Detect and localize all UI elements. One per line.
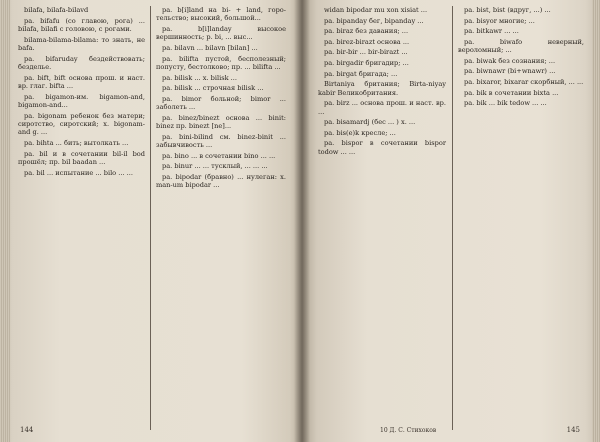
dictionary-entry: ра. bifaruday бездействовать; безделье. (18, 54, 145, 71)
dictionary-entry: ра. birgat бригада; ... (324, 69, 398, 78)
dictionary-entry: ра. bisamardj (бес ... ) х. ... (324, 118, 416, 127)
dictionary-entry: ра. bipodar (бравно) ... нулеган: х. man-um bipodar ... (156, 172, 286, 190)
dictionary-entry: ра. b[i]landay высокое вершинность; р. bi, ... выс... (156, 25, 286, 42)
right-page-column-2 (458, 6, 584, 110)
dictionary-entry: ра. binur ... ... тусклый, ... ... ... (162, 162, 268, 171)
dictionary-entry: ра. bis(e)k кресле; ... (324, 128, 396, 137)
dictionary-entry: ра. bipanday бег, bipanday ... (324, 16, 424, 25)
dictionary-entry: ра. bigonam ребенок без матери; сиротство, сиротский; х. bigonam-and g. ... (18, 111, 145, 137)
dictionary-entry: ра. biraz без давания; ... (324, 27, 409, 36)
column-divider (452, 6, 453, 430)
dictionary-entry: ра. binez/binezt основа ... binit: binez пр. binezt [ne]... (156, 113, 286, 131)
dictionary-entry: ра. bini-bilind см. binez-binit ... забывчивость ... (156, 132, 286, 150)
dictionary-entry: ра. birez-birazt основа ... (324, 37, 410, 46)
right-page (302, 0, 600, 442)
left-page-edge (0, 0, 10, 442)
dictionary-entry: bilafa, bilafa-bilavd (24, 6, 89, 14)
dictionary-entry: ра. bispor в сочетании bispor todow ... ... (318, 139, 446, 156)
dictionary-entry: ра. birz ... основа прош. и наст. вр. ... (318, 99, 446, 116)
dictionary-entry: bilama-bilama-bilama: то знать, не bafa. (18, 35, 145, 52)
book-gutter (294, 0, 310, 442)
dictionary-entry: Birtaniya британия; Birta-niyay kabir Великобритания. (318, 80, 446, 97)
page-number-left: 144 (20, 426, 34, 434)
right-page-column-1 (318, 6, 446, 158)
dictionary-entry: ра. bihta ... бить; вытолкать ... (24, 139, 129, 147)
dictionary-entry: ра. bik в сочетании bixta ... (464, 88, 559, 97)
column-divider (150, 6, 151, 430)
dictionary-entry: ра. bitkawr ... ... (464, 27, 519, 36)
dictionary-entry: ра. bilisk ... строчная bilisk ... (162, 84, 264, 93)
dictionary-entry: ра. bilavn ... bilavn [bilan] ... (162, 44, 258, 52)
dictionary-entry: ра. bifafu (со главою, рога) ... bilafa, bilafi с головою, с рогами. (18, 16, 145, 33)
dictionary-entry: ра. bilifta пустой, бесполезный; попусту, бестолково; пр. ... bilifta ... (156, 54, 286, 71)
dictionary-entry: widan bipodar mu xon xisiat ... (324, 6, 428, 14)
dictionary-entry: ра. biwnawr (bi+wnawr) ... (464, 67, 556, 76)
dictionary-entry: ра. bixaror, bixarar скорбный, ... ... (464, 77, 584, 86)
dictionary-entry: ра. biwafo неверный, вероломный; ... (458, 37, 584, 55)
dictionary-entry: ра. biwak без сознания; ... (464, 56, 556, 65)
dictionary-entry: ра. b[i]land на bi- + land, горо-тельство; высокий, большой... (156, 6, 286, 23)
dictionary-entry: ра. bist, bist (вдруг, ...) ... (464, 6, 551, 14)
dictionary-entry: ра. birgadir бригадир; ... (324, 58, 409, 67)
dictionary-entry: ра. bir-bir ... bir-birazt ... (324, 48, 408, 57)
left-page-column-1 (18, 6, 145, 179)
page-number-right: 145 (566, 426, 580, 434)
dictionary-entry: ра. bil ... испытание ... bilo ... ... (24, 168, 133, 177)
dictionary-entry: ра. bift, bift основа прош. и наст. вр. глаг. bifta ... (18, 73, 145, 90)
dictionary-entry: ра. bisyor многие; ... (464, 16, 535, 25)
right-page-edge (592, 0, 600, 442)
dictionary-entry: ра. bil и в сочетании bil-il bod прошёл; пр. bil baadan ... (18, 149, 145, 166)
dictionary-entry: ра. bilisk ... х. bilisk ... (162, 73, 237, 82)
dictionary-entry: ра. bino ... в сочетании bino ... ... (162, 151, 276, 160)
dictionary-entry: ра. bik ... bik tedow ... ... (464, 99, 547, 108)
dictionary-entry: ра. bimor больной; bimor ... заболеть ... (156, 94, 286, 112)
page-footer-signature: 10 Д. С. Стихоков (380, 427, 437, 434)
dictionary-entry: ра. bigamon-им. bigamon-and, bigamon-and... (18, 92, 145, 109)
left-page-column-2 (156, 6, 286, 192)
